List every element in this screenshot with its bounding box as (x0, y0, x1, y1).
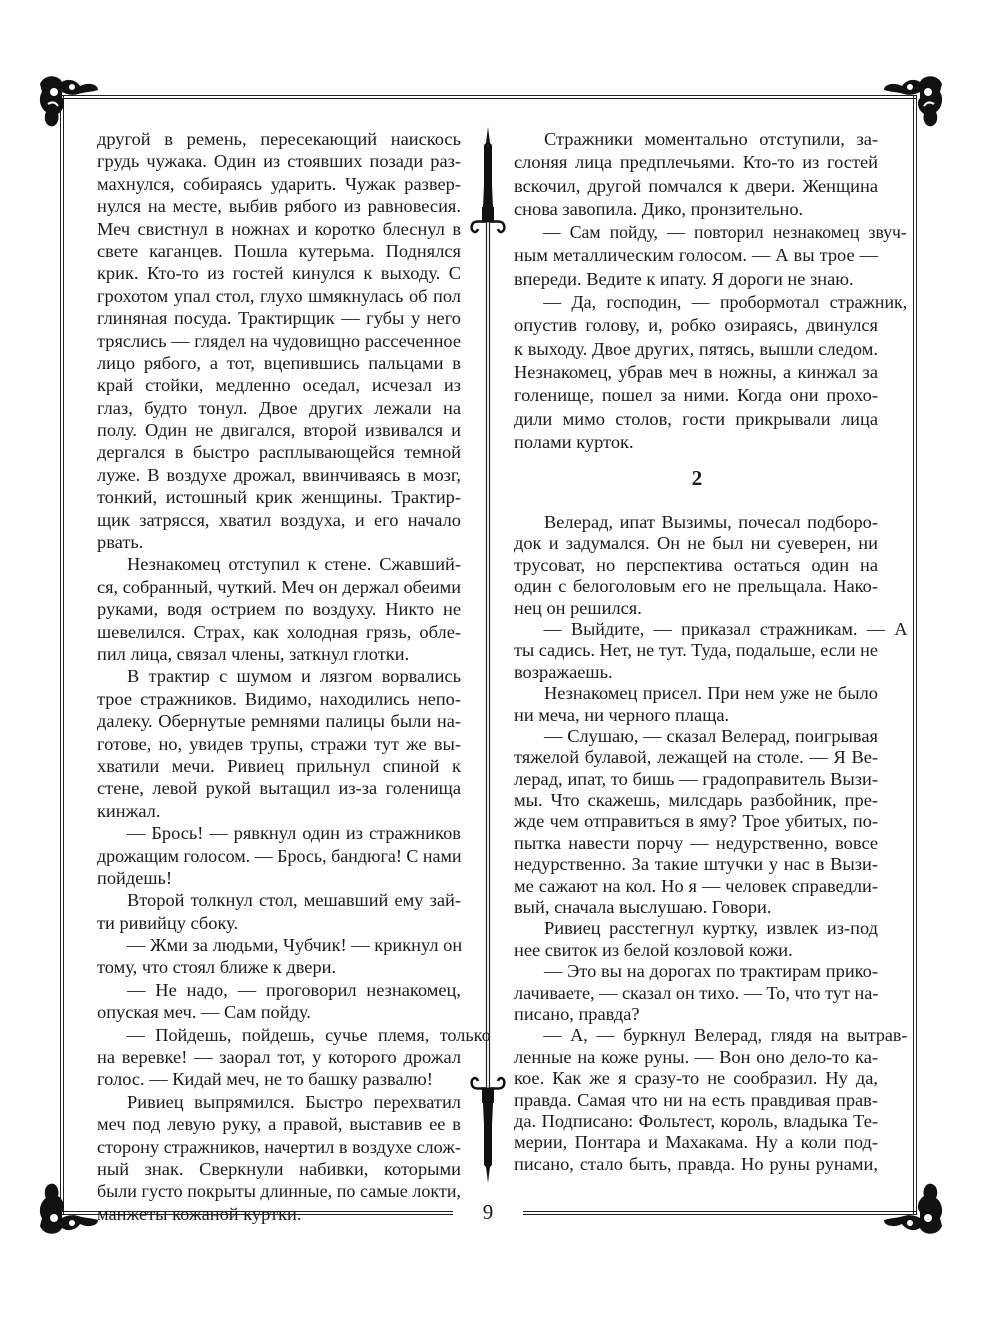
text-line: дили мимо столов, гости прикрывали лица (514, 408, 878, 429)
text-line: Второй толкнул стол, мешавший ему зай- (127, 890, 461, 911)
text-line: крик. Кто-то из гостей кинулся к выходу. С (97, 263, 461, 284)
text-line: свете каганцев. Пошла кутерьма. Поднялся (97, 240, 461, 261)
corner-ornament-top-left-icon (32, 70, 102, 130)
text-line: стене, левой рукой вытащил из-за голенища (97, 778, 461, 799)
text-line: правда. Самая что ни на есть правдивая прав- (514, 1089, 878, 1110)
paragraph (97, 553, 461, 665)
frame-bottom-border-right (523, 1211, 917, 1215)
paragraph (514, 221, 907, 291)
text-line: луже. В воздухе дрожал, ввинчиваясь в мозг, (97, 464, 461, 485)
paragraph (514, 918, 878, 961)
paragraph (514, 512, 878, 619)
text-line: жде чем отправиться в яму? Трое убитых, по- (514, 811, 878, 832)
text-line: впереди. Ведите к ипату. Я дороги не знаю. (514, 268, 854, 289)
paragraph (97, 665, 461, 822)
text-line: глиняная посуда. Трактирщик — губы у него (97, 308, 461, 329)
text-line: трое стражников. Видимо, находились непо- (97, 688, 461, 709)
text-line: тому, что стоял ближе к двери. (97, 957, 337, 978)
text-line: недурственно. За такие штучки у нас в Вызи- (514, 854, 878, 875)
paragraph (97, 128, 461, 553)
corner-ornament-top-right-icon (880, 70, 950, 130)
text-line: тряслись — глядел на чудовищно рассеченное (97, 330, 461, 351)
text-line: возражаешь. (514, 661, 613, 682)
text-line: да. Подписано: Фольтест, король, владыка Те- (514, 1110, 878, 1131)
paragraph (97, 1024, 491, 1091)
frame-left-border (60, 95, 64, 1215)
text-line: тонкий, истошный крик женщины. Трактир- (97, 487, 461, 508)
corner-ornament-bottom-right-icon (880, 1180, 950, 1240)
text-line: полу. Один не двигался, второй извивался и (97, 420, 461, 441)
text-line: писано, стало быть, правда. Но руны рунами, (514, 1153, 878, 1174)
text-line: грохотом упал стол, глухо шмякнулась об пол (97, 285, 461, 306)
text-line: вый, сначала выслушаю. Говори. (514, 897, 772, 918)
text-line: опустив голову, и, робко озираясь, двинулся (514, 315, 878, 336)
text-line: тяжелой булавой, лежащей на столе. — Я Ве- (514, 747, 878, 768)
text-line: нец он решился. (514, 597, 642, 618)
text-line: один с белоголовым его не прельщала. Нако- (514, 576, 878, 597)
paragraph (97, 979, 461, 1024)
text-line: манжеты кожаной куртки. (97, 1203, 302, 1224)
text-line: ный знак. Сверкнули набивки, которыми (97, 1158, 461, 1179)
page-number: 9 (482, 1200, 494, 1224)
frame-top-border (60, 95, 917, 99)
text-line: опуская меч. — Сам пойду. (97, 1002, 311, 1023)
text-line: Незнакомец отступил к стене. Сжавший- (127, 554, 461, 575)
text-line: были густо покрыты длинные, по самые локти, (97, 1181, 461, 1202)
text-line: грудь чужака. Один из стоявших позади раз- (97, 151, 461, 172)
text-line: снова завопила. Дико, пронзительно. (514, 198, 804, 219)
text-line: мерии, Понтара и Махакама. Ну а коли под- (514, 1132, 878, 1153)
text-line: ти ривийцу сбоку. (97, 912, 239, 933)
paragraph (97, 822, 461, 889)
text-line: Стражники моментально отступили, за- (544, 129, 878, 149)
text-line: — Это вы на дорогах по трактирам прико- (544, 961, 878, 982)
text-line: лачиваете, — сказал он тихо. — То, что тут на- (514, 982, 879, 1003)
text-line: — А, — буркнул Велерад, глядя на вытрав- (543, 1025, 908, 1046)
text-line: — Сам пойду, — повторил незнакомец звуч- (542, 222, 907, 243)
text-line: к выходу. Двое других, пятясь, вышли следом. (514, 338, 878, 359)
text-line: глаз, будто тонул. Двое других лежали на (97, 397, 461, 418)
text-line: — Пойдешь, пойдешь, сучье племя, только (126, 1024, 491, 1045)
text-line: край стойки, медленно оседал, исчезал из (97, 375, 461, 396)
text-line: пытка навести порчу — недурственно, вовсе (514, 832, 878, 853)
text-line: трусоват, но перспектива остаться один на (514, 554, 878, 575)
text-line: Велерад, ипат Вызимы, почесал подборо- (544, 512, 878, 532)
right-text-column-bottom (514, 512, 908, 1175)
paragraph (97, 889, 461, 934)
text-line: на веревке! — заорал тот, у которого дрожал (97, 1047, 461, 1068)
text-line: кинжал. (97, 800, 161, 821)
paragraph (514, 291, 908, 454)
text-line: ся, собранный, чуткий. Меч он держал обеими (97, 576, 461, 597)
text-line: лерад, ипат, то бишь — градоправитель Вызи- (514, 768, 878, 789)
text-line: ни меча, ни черного плаща. (514, 704, 730, 725)
text-line: сторону стражников, начертил в воздухе слож- (97, 1136, 461, 1157)
text-line: меч под левую руку, а правой, выставив ее в (97, 1114, 461, 1135)
text-line: Незнакомец, убрав меч в ножны, а кинжал за (514, 361, 878, 382)
text-line: щик затрясся, хватил воздуха, и его начало (97, 509, 461, 530)
text-line: нулся на месте, выбив рябого из равновесия. (97, 196, 461, 217)
text-line: — Выйдите, — приказал стражникам. — А (543, 618, 908, 639)
paragraph (514, 128, 878, 221)
text-line: лицо рябого, а тот, вцепившись пальцами в (97, 352, 461, 373)
paragraph (514, 961, 878, 1025)
chapter-heading: 2 (691, 466, 703, 490)
text-line: пил лица, связал члены, заткнул глотки. (97, 643, 410, 664)
text-line: док и задумался. Он не был ни суеверен, ни (514, 533, 878, 554)
text-line: руками, водя острием по воздуху. Никто не (97, 599, 461, 620)
text-line: Ривиец выпрямился. Быстро перехватил (127, 1091, 461, 1112)
paragraph (514, 683, 878, 726)
corner-ornament-bottom-left-icon (32, 1180, 102, 1240)
text-line: — Да, господин, — пробормотал стражник, (543, 292, 908, 313)
text-line: кое. Как же я сразу-то не сообразил. Ну да, (514, 1068, 878, 1089)
text-line: Незнакомец присел. При нем уже не было (544, 683, 878, 704)
paragraph (514, 1025, 908, 1175)
text-line: хватили мечи. Ривиец прильнул спиной к (97, 755, 461, 776)
text-line: рвать. (97, 532, 144, 553)
text-line: В трактир с шумом и лязгом ворвались (127, 666, 461, 687)
text-line: — Слушаю, — сказал Велерад, поигрывая (544, 725, 878, 746)
text-line: мы. Что скажешь, милсдарь разбойник, пре- (514, 790, 878, 811)
text-line: ме сажают на кол. Но я — человек справедли- (514, 875, 878, 896)
text-line: Меч свистнул в ножнах и коротко блеснул в (97, 218, 461, 239)
text-line: Ривиец расстегнул куртку, извлек из-под (544, 918, 878, 939)
text-line: пойдешь! (97, 867, 173, 888)
text-line: шевелился. Страх, как холодная грязь, обле- (97, 621, 461, 642)
text-line: готове, но, увидев трупы, стражи тут же вы- (97, 733, 461, 754)
text-line: ным металлическим голосом. — А вы трое — (514, 245, 878, 266)
text-line: — Брось! — рявкнул один из стражников (127, 823, 461, 844)
text-line: другой в ремень, пересекающий наискось (97, 129, 461, 149)
text-line: махнулся, собираясь ударить. Чужак развер- (97, 173, 461, 194)
text-line: ты садись. Нет, не тут. Туда, подальше, если не (514, 640, 878, 661)
left-text-column (97, 128, 491, 1225)
text-line: полами курток. (514, 431, 634, 452)
text-line: далеку. Обернутые ремнями палицы были на- (97, 711, 461, 732)
text-line: — Жми за людьми, Чубчик! — крикнул он (127, 935, 463, 956)
text-line: вскочил, другой помчался к двери. Женщина (514, 175, 878, 196)
right-text-column-top (514, 128, 908, 454)
text-line: писано, правда? (514, 1003, 640, 1024)
paragraph (97, 1091, 461, 1225)
text-line: дергался в быстро расплывающейся темной (97, 442, 461, 463)
paragraph (514, 618, 908, 683)
text-line: слоняя лица предплечьями. Кто-то из гостей (514, 152, 878, 173)
text-line: дрожащим голосом. — Брось, бандюга! С нами (97, 845, 462, 866)
paragraph (97, 934, 461, 979)
frame-right-border (913, 95, 917, 1215)
text-line: нее свиток из белой козловой кожи. (514, 939, 793, 960)
text-line: — Не надо, — проговорил незнакомец, (127, 979, 461, 1000)
text-line: ленные на коже руны. — Вон оно дело-то ка- (514, 1046, 878, 1067)
text-line: голос. — Кидай меч, не то башку развалю! (97, 1069, 433, 1090)
paragraph (514, 726, 878, 919)
text-line: голенище, пошел за ними. Когда они прохо- (514, 385, 878, 406)
